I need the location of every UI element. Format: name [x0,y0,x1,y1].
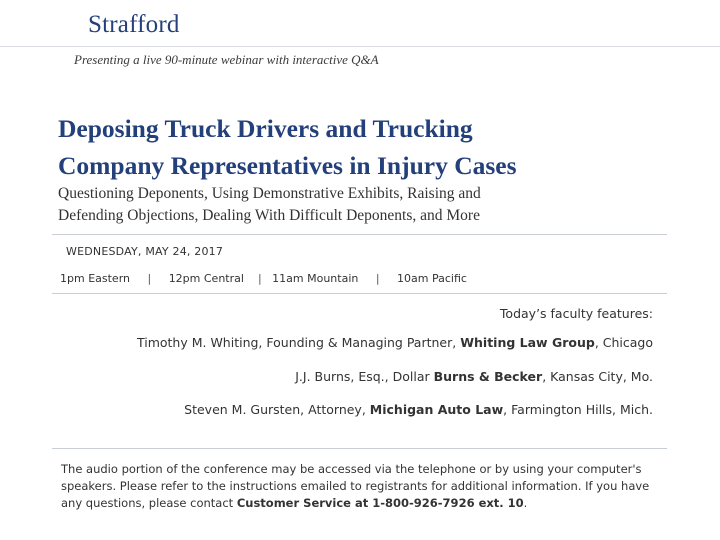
time-pacific: 10am Pacific [397,272,467,285]
notice-text: The audio portion of the conference may be accessed via the telephone or by using your computer's speakers. Please refer to the instructions emailed to registrants for additional information. If you have any questions, please contact [61,462,650,510]
title-line-2: Company Representatives in Injury Cases [58,151,517,180]
faculty-member [295,369,653,384]
time-eastern: 1pm Eastern [60,272,130,285]
title-line-1: Deposing Truck Drivers and Trucking [58,114,473,143]
webinar-title [58,110,678,184]
faculty-name-title: J.J. Burns, Esq., Dollar [295,369,434,384]
tagline: Presenting a live 90-minute webinar with interactive Q&A [74,52,379,67]
faculty-location: , Farmington Hills, Mich. [503,402,653,417]
webinar-times [60,272,467,285]
time-separator: | [257,272,262,285]
time-central: 12pm Central [168,272,244,285]
faculty-heading: Today’s faculty features: [499,306,653,321]
faculty-member [137,335,653,350]
strafford-logo: Strafford [88,11,180,38]
webinar-subtitle [58,183,678,227]
faculty-firm: Whiting Law Group [460,335,595,350]
header-divider [0,46,720,47]
webinar-date: WEDNESDAY, MAY 24, 2017 [66,245,224,258]
faculty-name-title: Timothy M. Whiting, Founding & Managing Partner, [136,335,461,350]
faculty-member [184,402,653,417]
divider-top [52,234,667,235]
faculty-location: , Kansas City, Mo. [542,369,653,384]
customer-service-contact: Customer Service at 1-800-926-7926 ext. 10 [236,496,524,510]
audio-notice [61,461,651,512]
faculty-name-title: Steven M. Gursten, Attorney, [184,402,370,417]
time-separator: | [375,272,380,285]
subtitle-line-1: Questioning Deponents, Using Demonstrative Exhibits, Raising and [58,185,481,202]
subtitle-line-2: Defending Objections, Dealing With Difficult Deponents, and More [58,207,480,224]
time-mountain: 11am Mountain [272,272,359,285]
divider-bottom [52,448,667,449]
faculty-firm: Michigan Auto Law [369,402,504,417]
notice-end: . [523,496,528,510]
time-separator: | [147,272,152,285]
faculty-location: , Chicago [594,335,653,350]
faculty-firm: Burns & Becker [433,369,543,384]
divider-middle [52,293,667,294]
